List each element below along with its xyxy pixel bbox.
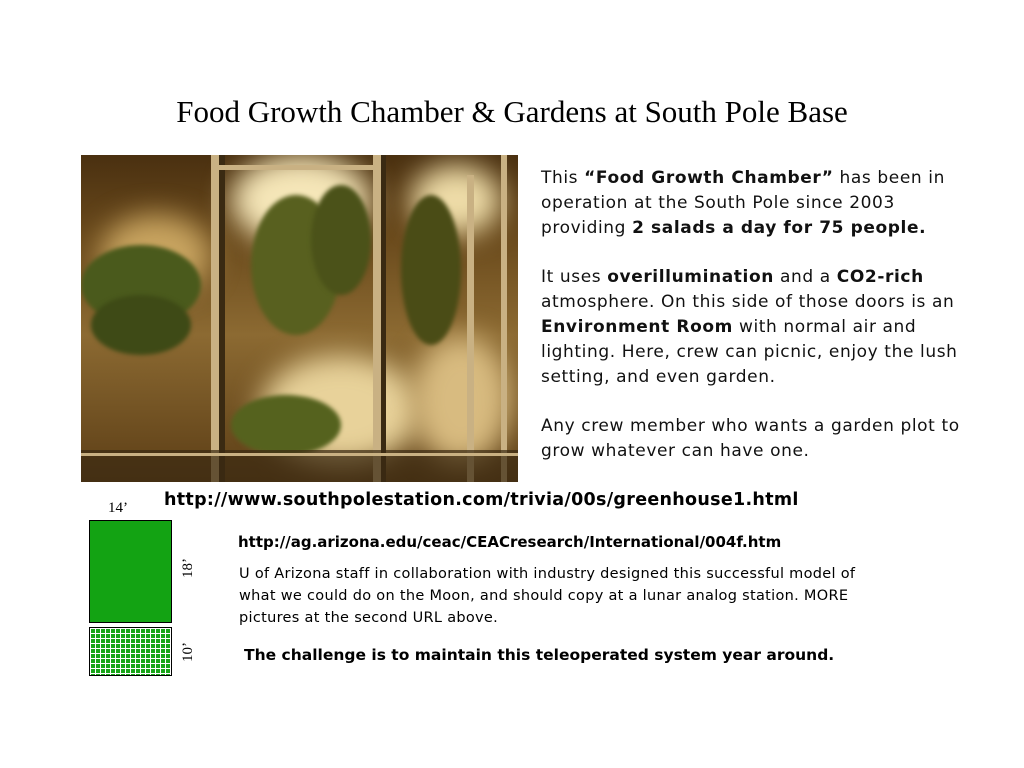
arizona-description: U of Arizona staff in collaboration with industry designed this successful model of what we could do on the Moon, and should copy at a lunar analog station. MORE pictures at the second URL above. — [239, 566, 856, 626]
room-height-label: 10’ — [180, 642, 196, 662]
slide-title: Food Growth Chamber & Gardens at South Pole Base — [176, 94, 848, 129]
description-paragraph-3: Any crew member who wants a garden plot to grow whatever can have one. — [541, 416, 960, 461]
greenhouse-url-link[interactable]: http://www.southpolestation.com/trivia/00s/greenhouse1.html — [164, 490, 799, 510]
chamber-height-label: 18’ — [180, 558, 196, 578]
description-paragraph-2: It uses overillumination and a CO2-rich atmosphere. On this side of those doors is an Environment Room with normal air and lighting. Here, crew can picnic, enjoy the lush setting, and even garden. — [541, 267, 958, 387]
challenge-statement: The challenge is to maintain this teleoperated system year around. — [244, 646, 835, 664]
chamber-footprint-box — [89, 520, 172, 623]
arizona-url-link[interactable]: http://ag.arizona.edu/ceac/CEACresearch/International/004f.htm — [238, 533, 782, 551]
description-paragraph-1: This “Food Growth Chamber” has been in operation at the South Pole since 2003 providing 2 salads a day for 75 people. — [541, 168, 945, 238]
room-footprint-grid-box — [89, 627, 172, 676]
width-dimension-label: 14’ — [108, 500, 128, 516]
description — [541, 166, 961, 488]
greenhouse-photo — [81, 155, 518, 482]
